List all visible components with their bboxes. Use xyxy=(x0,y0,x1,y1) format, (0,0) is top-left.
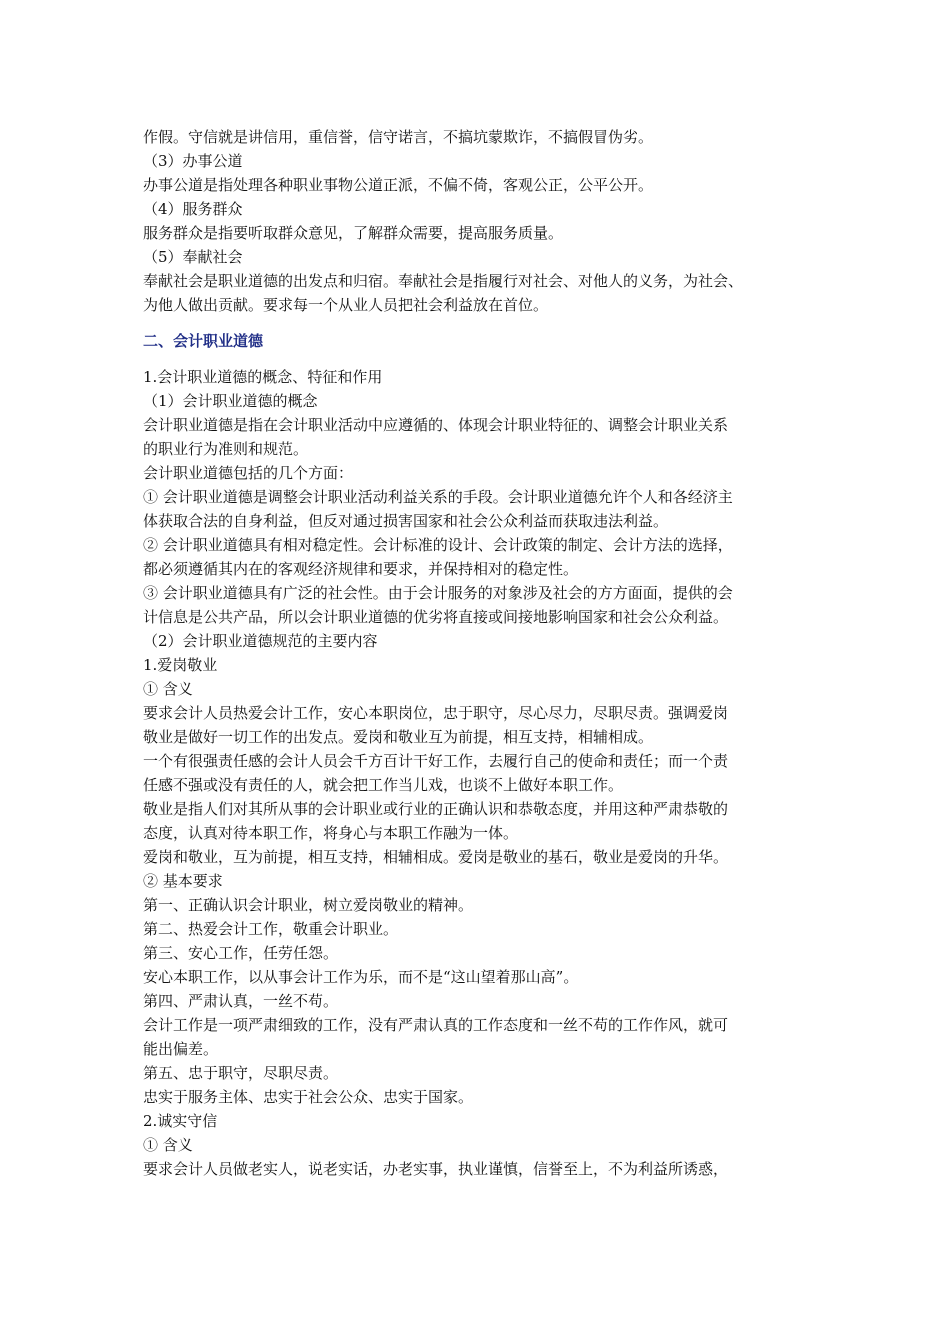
text-line: （5）奉献社会 xyxy=(143,248,243,266)
text-line: 2.诚实守信 xyxy=(143,1112,218,1130)
text-line: 第三、安心工作，任劳任怨。 xyxy=(143,944,339,962)
text-line: （1）会计职业道德的概念 xyxy=(143,392,318,410)
text-line: ③ 会计职业道德具有广泛的社会性。由于会计服务的对象涉及社会的方方面面，提供的会 xyxy=(143,584,733,602)
text-line: 1.会计职业道德的概念、特征和作用 xyxy=(143,368,383,386)
text-line: 第四、严肃认真，一丝不苟。 xyxy=(143,992,339,1010)
text-line: 安心本职工作，以从事会计工作为乐，而不是“这山望着那山高”。 xyxy=(143,968,579,986)
text-line: （4）服务群众 xyxy=(143,200,243,218)
text-line: 第一、正确认识会计职业，树立爱岗敬业的精神。 xyxy=(143,896,474,914)
text-line: 要求会计人员热爱会计工作，安心本职岗位，忠于职守，尽心尽力，尽职尽责。强调爱岗 xyxy=(143,704,729,722)
text-line: 办事公道是指处理各种职业事物公道正派，不偏不倚，客观公正，公平公开。 xyxy=(143,176,654,194)
text-line: 会计职业道德包括的几个方面： xyxy=(143,464,354,482)
text-line: 要求会计人员做老实人，说老实话，办老实事，执业谨慎，信誉至上，不为利益所诱惑， xyxy=(143,1160,729,1178)
text-line: 敬业是做好一切工作的出发点。爱岗和敬业互为前提，相互支持，相辅相成。 xyxy=(143,728,654,746)
text-line: 会计职业道德是指在会计职业活动中应遵循的、体现会计职业特征的、调整会计职业关系 xyxy=(143,416,729,434)
text-line: 都必须遵循其内在的客观经济规律和要求，并保持相对的稳定性。 xyxy=(143,560,579,578)
text-line: 1.爱岗敬业 xyxy=(143,656,218,674)
text-line: 第二、热爱会计工作，敬重会计职业。 xyxy=(143,920,399,938)
document-page xyxy=(143,125,823,1181)
text-line: 为他人做出贡献。要求每一个从业人员把社会利益放在首位。 xyxy=(143,296,549,314)
text-line: （2）会计职业道德规范的主要内容 xyxy=(143,632,378,650)
text-line: 敬业是指人们对其所从事的会计职业或行业的正确认识和恭敬态度，并用这种严肃恭敬的 xyxy=(143,800,729,818)
text-line: ① 会计职业道德是调整会计职业活动利益关系的手段。会计职业道德允许个人和各经济主 xyxy=(143,488,733,506)
text-line: ② 基本要求 xyxy=(143,872,223,890)
text-line: 能出偏差。 xyxy=(143,1040,219,1058)
text-line: 体获取合法的自身利益，但反对通过损害国家和社会公众利益而获取违法利益。 xyxy=(143,512,669,530)
text-line: （3）办事公道 xyxy=(143,152,243,170)
text-line: ① 含义 xyxy=(143,680,193,698)
text-line: ① 含义 xyxy=(143,1136,193,1154)
text-line: 第五、忠于职守，尽职尽责。 xyxy=(143,1064,339,1082)
text-line: 计信息是公共产品，所以会计职业道德的优劣将直接或间接地影响国家和社会公众利益。 xyxy=(143,608,729,626)
text-line: 的职业行为准则和规范。 xyxy=(143,440,309,458)
section-heading: 二、会计职业道德 xyxy=(143,332,264,350)
text-line: ② 会计职业道德具有相对稳定性。会计标准的设计、会计政策的制定、会计方法的选择， xyxy=(143,536,733,554)
text-line: 会计工作是一项严肃细致的工作，没有严肃认真的工作态度和一丝不苟的工作作风，就可 xyxy=(143,1016,729,1034)
text-line: 忠实于服务主体、忠实于社会公众、忠实于国家。 xyxy=(143,1088,474,1106)
text-line: 作假。守信就是讲信用，重信誉，信守诺言，不搞坑蒙欺诈，不搞假冒伪劣。 xyxy=(143,128,654,146)
text-line: 爱岗和敬业，互为前提，相互支持，相辅相成。爱岗是敬业的基石，敬业是爱岗的升华。 xyxy=(143,848,729,866)
text-line: 奉献社会是职业道德的出发点和归宿。奉献社会是指履行对社会、对他人的义务，为社会、 xyxy=(143,272,744,290)
text-line: 服务群众是指要听取群众意见，了解群众需要，提高服务质量。 xyxy=(143,224,564,242)
text-line: 一个有很强责任感的会计人员会千方百计干好工作，去履行自己的使命和责任；而一个责 xyxy=(143,752,729,770)
text-line: 态度，认真对待本职工作，将身心与本职工作融为一体。 xyxy=(143,824,519,842)
text-line: 任感不强或没有责任的人，就会把工作当儿戏，也谈不上做好本职工作。 xyxy=(143,776,624,794)
